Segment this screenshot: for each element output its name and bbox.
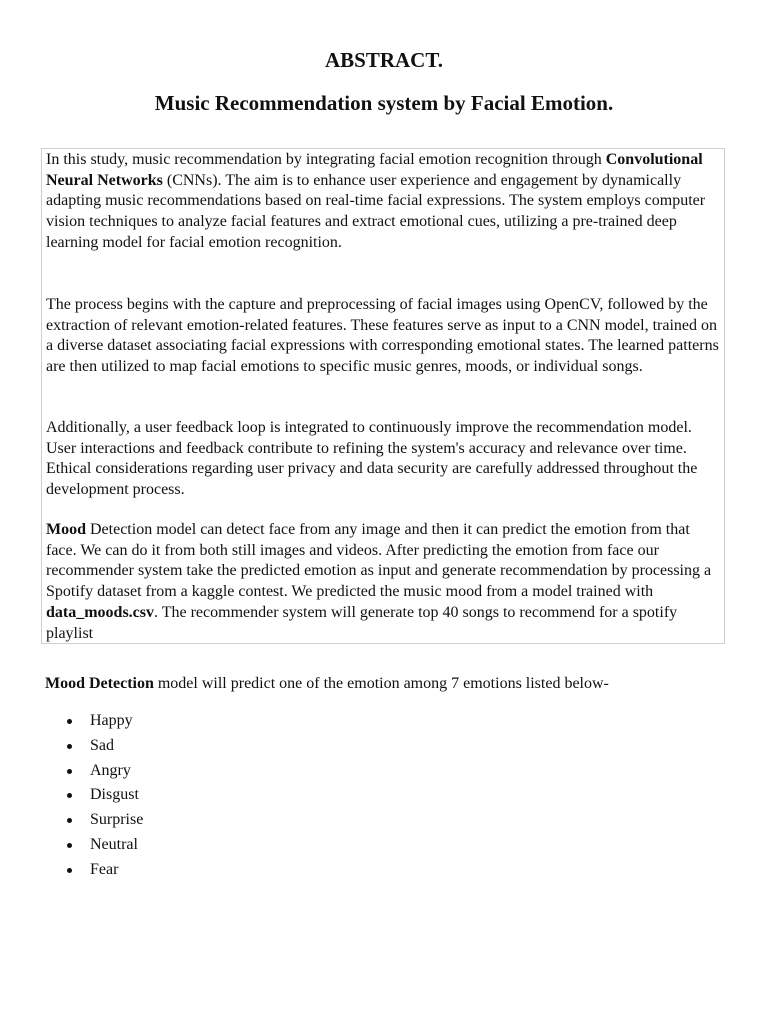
- bullet-icon: [67, 793, 72, 798]
- list-item: [60, 860, 143, 885]
- bullet-icon: [67, 818, 72, 823]
- abstract-p4-bold-mood: Mood: [46, 521, 86, 538]
- emotion-list: [60, 711, 143, 885]
- list-item-label: Neutral: [90, 835, 138, 853]
- emotion-intro-bold: Mood Detection: [45, 675, 154, 692]
- list-item-label: Angry: [90, 761, 131, 779]
- list-item: [60, 736, 143, 761]
- abstract-paragraph-3: Additionally, a user feedback loop is integrated to continuously improve the recommendation model. User interactions and feedback contribute to refining the system's accuracy and relevance over time. Ethical considerations regarding user privacy and data security are carefully addressed throughout the development process.: [46, 419, 698, 499]
- list-item-label: Fear: [90, 860, 119, 878]
- abstract-paragraph-2: The process begins with the capture and preprocessing of facial images using OpenCV, followed by the extraction of relevant emotion-related features. These features serve as input to a CNN model, trained on a diverse dataset associating facial expressions with corresponding emotional states. The learned patterns are then utilized to map facial emotions to specific music genres, moods, or individual songs.: [46, 296, 719, 376]
- list-item-label: Sad: [90, 736, 114, 754]
- bullet-icon: [67, 744, 72, 749]
- abstract-p1-bold: Convolutional Neural Networks: [46, 151, 703, 189]
- abstract-p1-text-start: In this study, music recommendation by integrating facial emotion recognition through: [46, 151, 606, 168]
- list-item-label: Disgust: [90, 786, 139, 804]
- abstract-paragraph-1: [46, 150, 724, 254]
- list-item-label: Surprise: [90, 811, 144, 829]
- bullet-icon: [67, 769, 72, 774]
- list-item-label: Happy: [90, 712, 133, 729]
- list-item: [60, 785, 143, 810]
- list-item: [60, 810, 143, 835]
- bullet-icon: [67, 719, 72, 724]
- emotion-intro-text: model will predict one of the emotion among 7 emotions listed below-: [153, 675, 609, 692]
- list-item: [60, 711, 143, 736]
- bullet-icon: [67, 868, 72, 873]
- list-item: [60, 835, 143, 860]
- page-subtitle: Music Recommendation system by Facial Emotion.: [154, 91, 614, 115]
- abstract-paragraph-4: [46, 520, 724, 644]
- list-item: [60, 761, 143, 786]
- abstract-p4-text-end: . The recommender system will generate top 40 songs to recommend for a spotify playlist: [46, 603, 678, 642]
- emotion-intro: [45, 674, 735, 694]
- abstract-p1-text-end: (CNNs). The aim is to enhance user experience and engagement by dynamically adapting music recommendations based on real-time facial expressions. The system employs computer vision techniques to analyze facial features and extract emotional cues, utilizing a pre-trained deep learning model for facial emotion recognition.: [46, 171, 706, 251]
- abstract-p4-text-middle: Detection model can detect face from any image and then it can predict the emotion from that face. We can do it from both still images and videos. After predicting the emotion from face our recommender system take the predicted emotion as input and generate recommendation by processing a Spotify dataset from a kaggle contest. We predicted the music mood from a model trained with: [46, 521, 712, 601]
- page-title: ABSTRACT.: [324, 48, 444, 72]
- bullet-icon: [67, 843, 72, 848]
- abstract-box: [41, 148, 725, 644]
- abstract-p4-bold-filename: data_moods.csv: [46, 603, 155, 621]
